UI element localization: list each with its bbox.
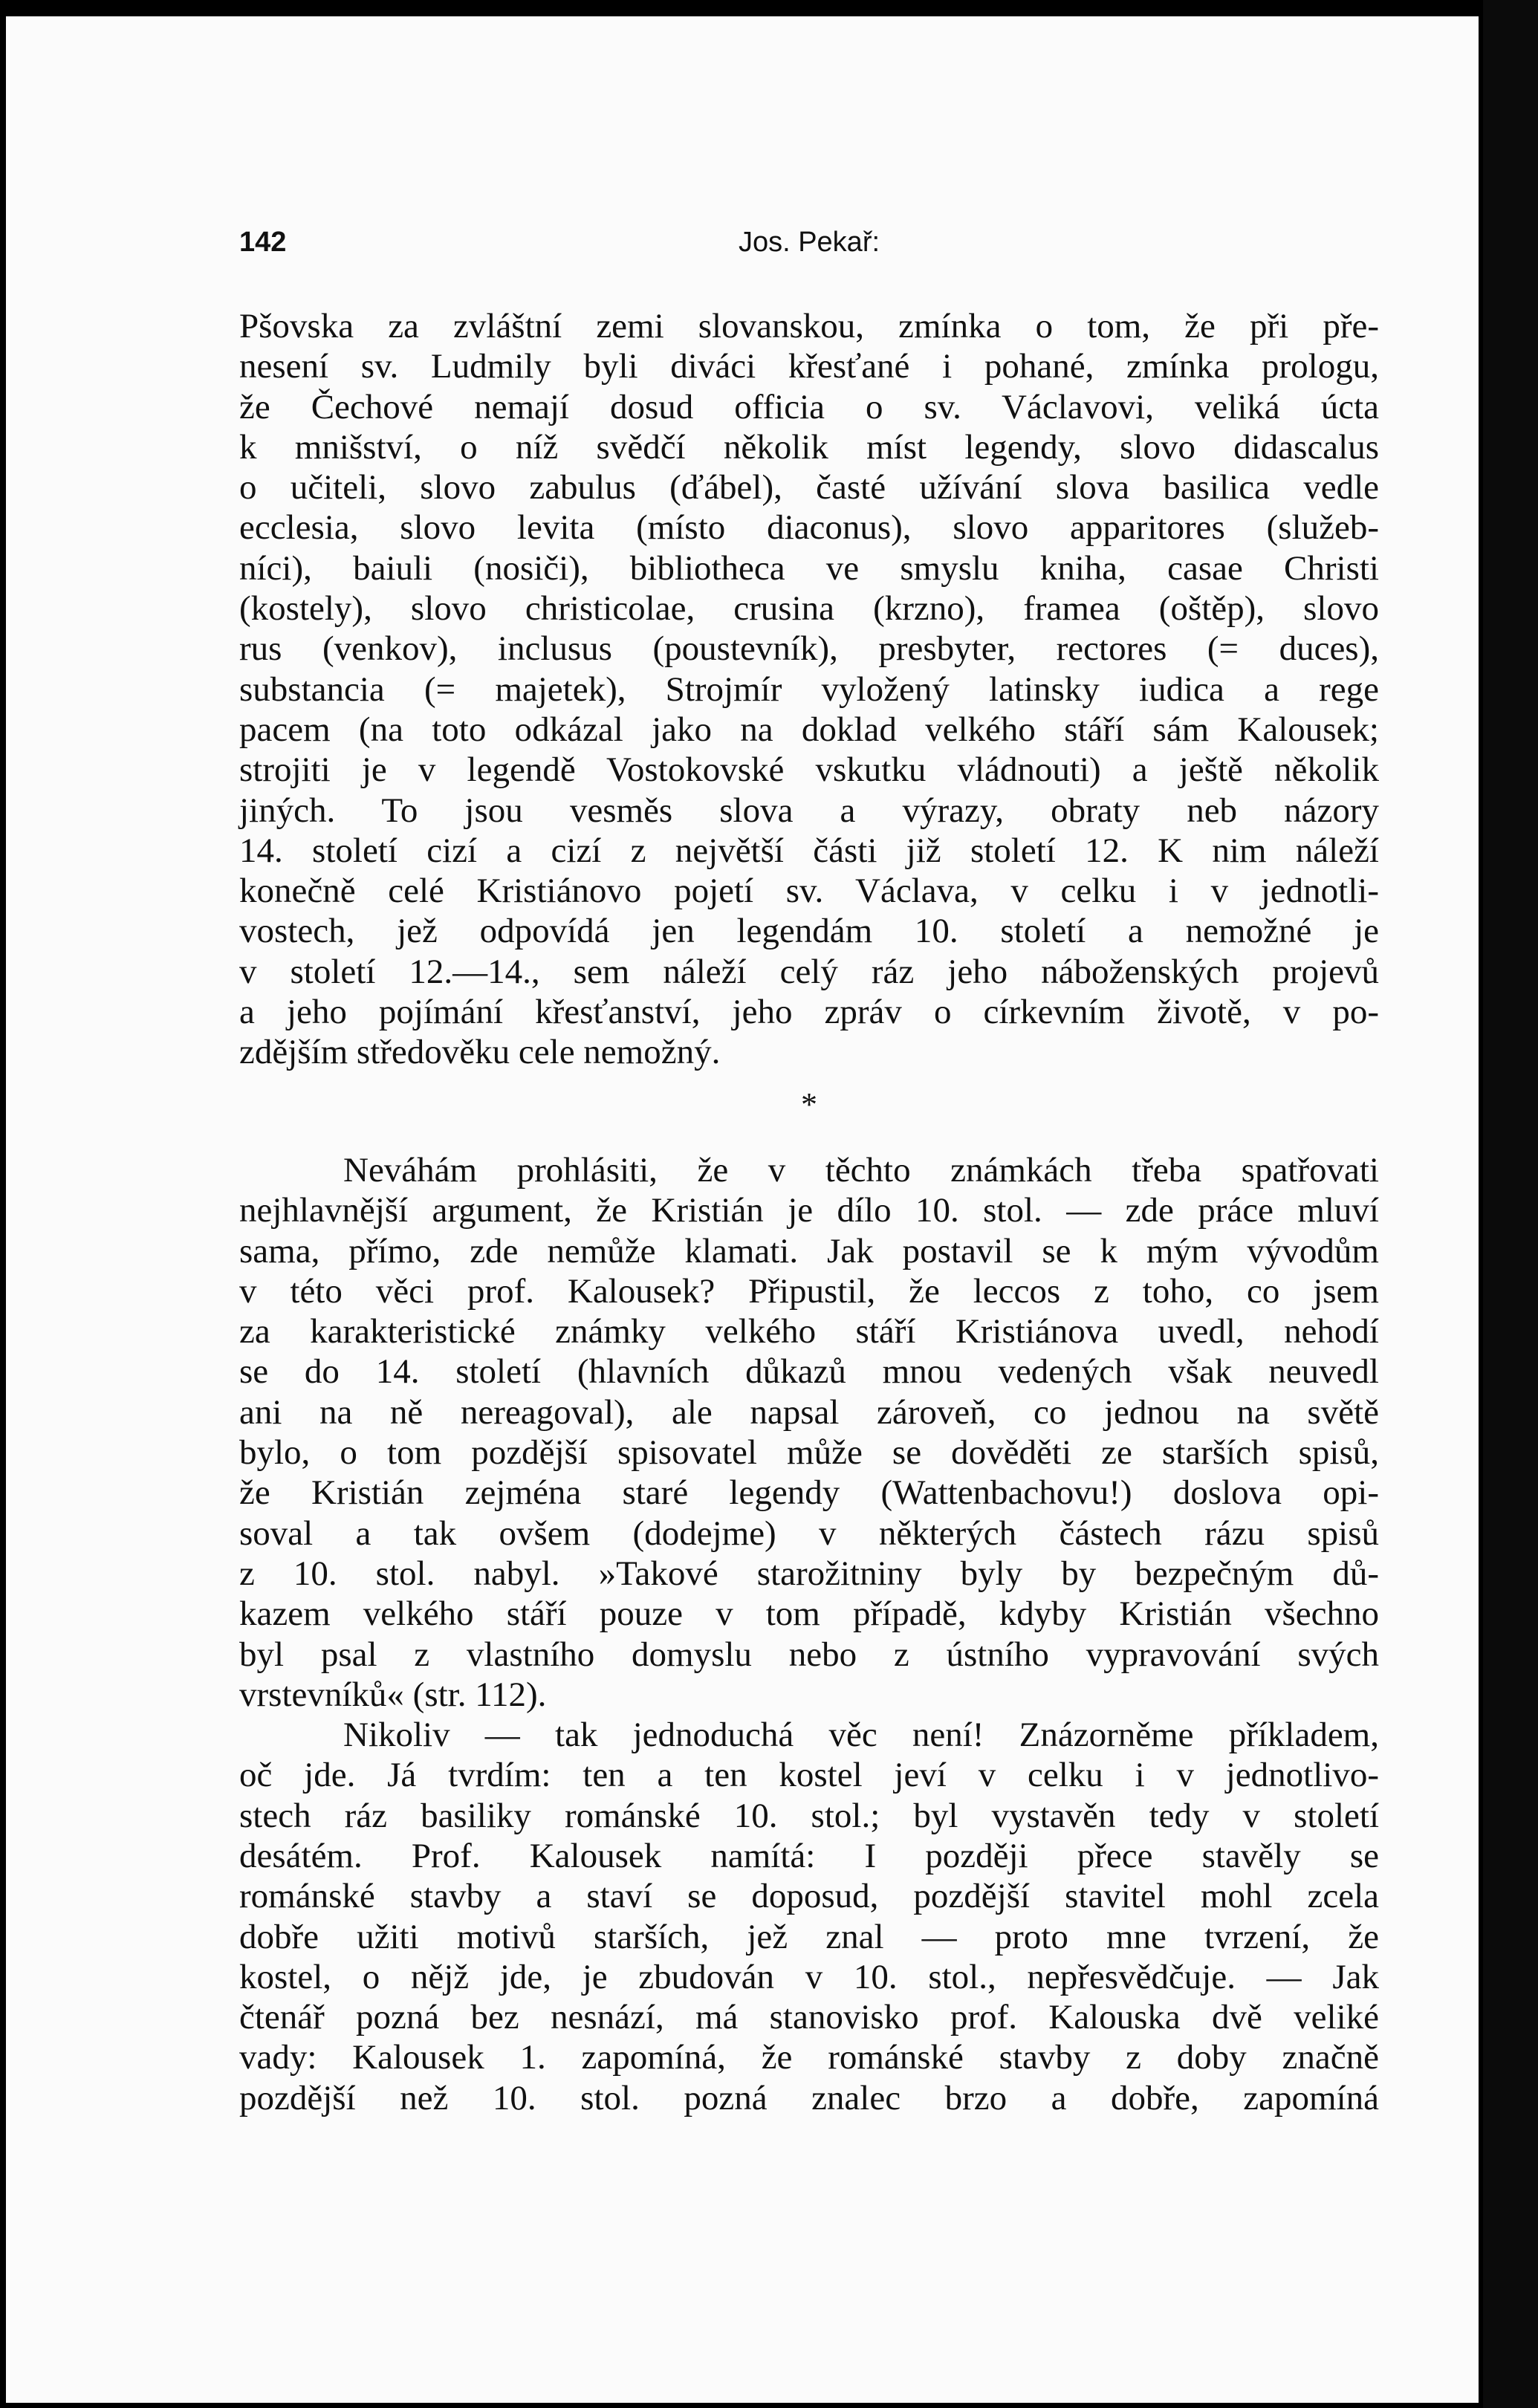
text-line: desátém. Prof. Kalousek namítá: I později přece stavěly se — [239, 1836, 1379, 1875]
text-line: ani na ně nereagoval), ale napsal zároveň, co jednou na světě — [239, 1392, 1379, 1432]
text-line: se do 14. století (hlavních důkazů mnou vedených však neuvedl — [239, 1352, 1379, 1392]
text-line: bylo, o tom pozdější spisovatel může se dověděti ze starších spisů, — [239, 1433, 1379, 1473]
text-line: vrstevníků« (str. 112). — [239, 1675, 547, 1714]
page-number: 142 — [239, 227, 287, 258]
text-line: Nikoliv — tak jednoduchá věc není! Znázorněme příkladem, — [343, 1716, 1379, 1755]
text-line: nejhlavnější argument, že Kristián je dílo 10. stol. — zde práce mluví — [239, 1191, 1379, 1230]
text-line: stech ráz basiliky románské 10. stol.; byl vystavěn tedy v století — [239, 1796, 1379, 1835]
text-line: čtenář pozná bez nesnází, má stanovisko prof. Kalouska dvě veliké — [239, 1998, 1379, 2037]
text-line: zdějším středověku cele nemožný. — [239, 1033, 721, 1072]
text-line: soval a tak ovšem (dodejme) v některých částech rázu spisů — [239, 1513, 1379, 1553]
text-line: 14. století cizí a cizí z největší části již století 12. K nim náleží — [239, 831, 1379, 870]
text-line: byl psal z vlastního domyslu nebo z ústního vypravování svých — [239, 1635, 1379, 1674]
text-line: z 10. stol. nabyl. »Takové starožitniny byly by bezpečným dů- — [239, 1554, 1379, 1593]
text-line: konečně celé Kristiánovo pojetí sv. Václava, v celku i v jednotli- — [239, 872, 1379, 911]
text-line: o učiteli, slovo zabulus (ďábel), časté užívání slova basilica vedle — [239, 468, 1379, 507]
text-line: strojiti je v legendě Vostokovské vskutku vládnouti) a ještě několik — [239, 750, 1379, 790]
paragraph-3 — [239, 1715, 1379, 2118]
text-line: dobře užiti motivů starších, jež znal — proto mne tvrzení, že — [239, 1917, 1379, 1956]
text-line: v této věci prof. Kalousek? Připustil, že leccos z toho, co jsem — [239, 1271, 1379, 1311]
scan-edge — [1483, 0, 1538, 2408]
text-line: pacem (na toto odkázal jako na doklad velkého stáří sám Kalousek; — [239, 710, 1379, 749]
text-line: níci), baiuli (nosiči), bibliotheca ve smyslu kniha, casae Christi — [239, 548, 1379, 588]
section-separator: * — [801, 1085, 817, 1123]
text-line: pozdější než 10. stol. pozná znalec brzo a dobře, zapomíná — [239, 2078, 1379, 2117]
text-line: ecclesia, slovo levita (místo diaconus), slovo apparitores (služeb- — [239, 508, 1379, 548]
text-line: v století 12.—14., sem náleží celý ráz jeho náboženských projevů — [239, 952, 1379, 991]
text-line: Pšovska za zvláštní zemi slovanskou, zmínka o tom, že při pře- — [239, 307, 1379, 345]
text-line: (kostely), slovo christicolae, crusina (krzno), framea (oštěp), slovo — [239, 589, 1379, 629]
text-line: románské stavby a staví se doposud, pozdější stavitel mohl zcela — [239, 1877, 1379, 1916]
text-line: že Kristián zejména staré legendy (Wattenbachovu!) doslova opi- — [239, 1473, 1379, 1513]
text-line: oč jde. Já tvrdím: ten a ten kostel jeví v celku i v jednotlivo- — [239, 1756, 1379, 1795]
text-line: nesení sv. Ludmily byli diváci křesťané i pohané, zmínka prologu, — [239, 347, 1379, 386]
text-line: kostel, o nějž jde, je zbudován v 10. stol., nepřesvědčuje. — Jak — [239, 1957, 1379, 1996]
text-line: substancia (= majetek), Strojmír vyložený latinsky iudica a rege — [239, 669, 1379, 709]
text-line: za karakteristické známky velkého stáří Kristiánova uvedl, nehodí — [239, 1312, 1379, 1351]
text-line: rus (venkov), inclusus (poustevník), presbyter, rectores (= duces), — [239, 629, 1379, 669]
text-line: sama, přímo, zde nemůže klamati. Jak postavil se k mým vývodům — [239, 1231, 1379, 1270]
text-line: jiných. To jsou vesměs slova a výrazy, obraty neb názory — [239, 791, 1379, 830]
text-line: že Čechové nemají dosud officia o sv. Václavovi, veliká úcta — [239, 387, 1379, 426]
page-body — [239, 306, 1379, 2118]
paragraph-1 — [239, 306, 1379, 1073]
text-line: vady: Kalousek 1. zapomíná, že románské stavby z doby značně — [239, 2038, 1379, 2077]
text-line: a jeho pojímání křesťanství, jeho zpráv o církevním životě, v po- — [239, 993, 1379, 1032]
text-line: k mnišství, o níž svědčí několik míst legendy, slovo didascalus — [239, 427, 1379, 467]
paragraph-2 — [239, 1150, 1379, 1715]
text-line: Neváhám prohlásiti, že v těchto známkách třeba spatřovati — [343, 1150, 1379, 1190]
text-line: vostech, jež odpovídá jen legendám 10. století a nemožné je — [239, 912, 1379, 951]
running-head: Jos. Pekař: — [738, 227, 880, 258]
text-line: kazem velkého stáří pouze v tom případě, kdyby Kristián všechno — [239, 1594, 1379, 1634]
page-header — [239, 227, 1379, 271]
